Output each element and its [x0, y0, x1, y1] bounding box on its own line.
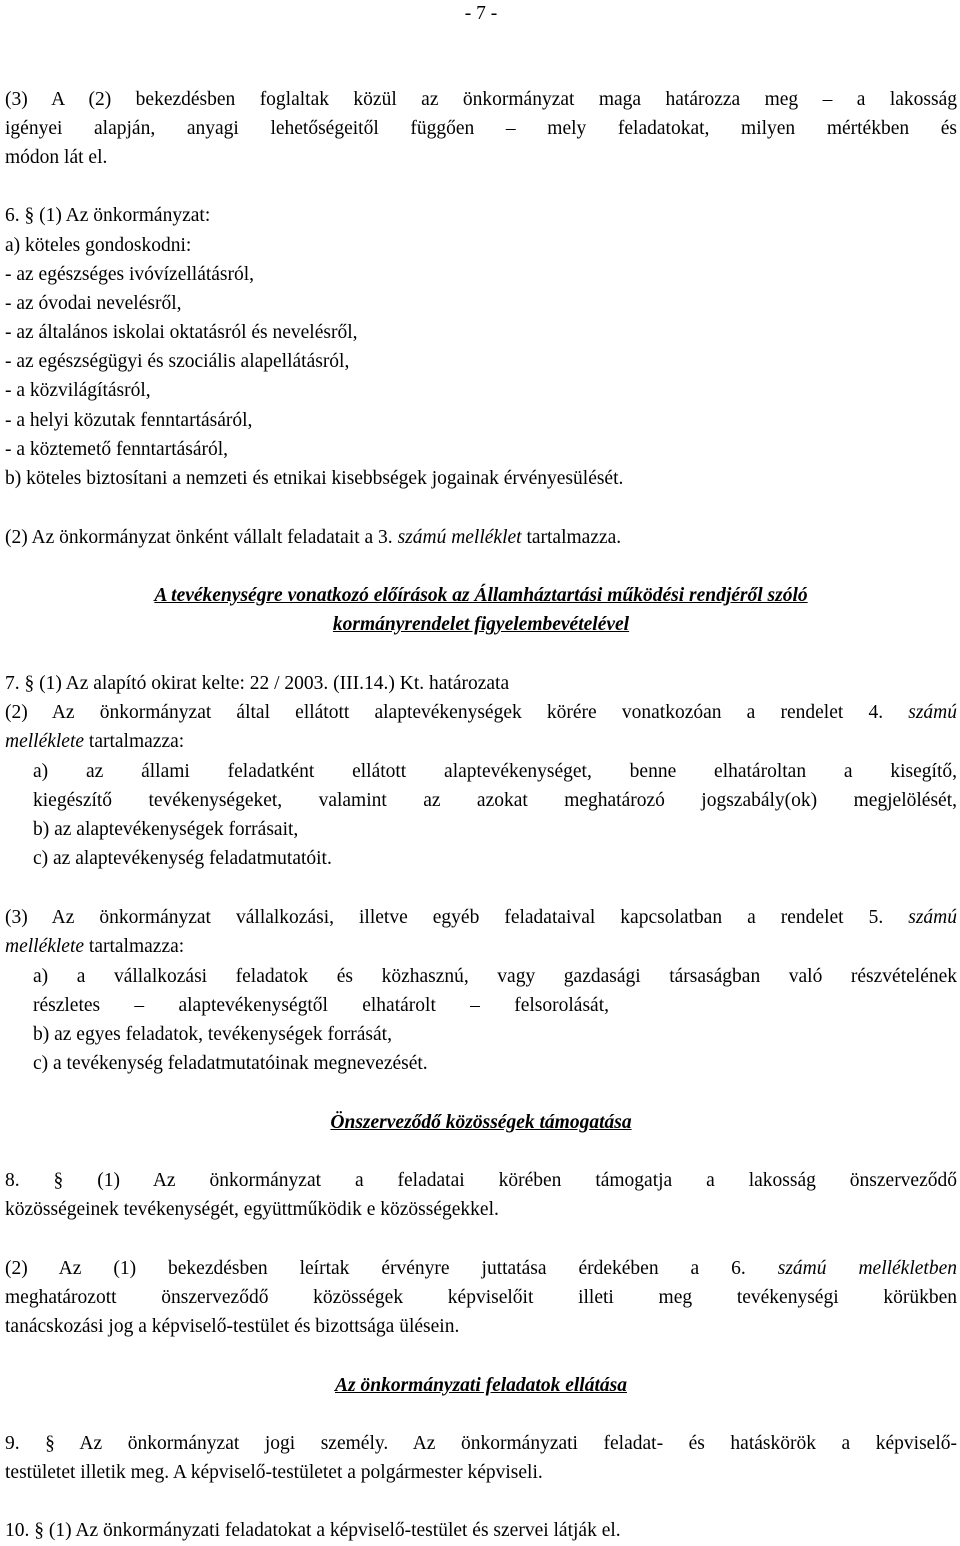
section-7-paragraph-2-line-1: (2) Az önkormányzat által ellátott alaptevékenységek körére vonatkozóan a rendelet 4. számú	[5, 702, 957, 723]
section-7-item-c: c) az alaptevékenység feladatmutatóit.	[33, 848, 332, 869]
section-9-line-2: testületet illetik meg. A képviselő-testületet a polgármester képviseli.	[5, 1462, 543, 1483]
section-6-item: - az egészséges ivóvízellátásról,	[5, 264, 255, 285]
section-8-paragraph-2-line-2: meghatározott önszerveződő közösségek képviselőit illeti meg tevékenységi körükben	[5, 1287, 957, 1308]
section-8-paragraph-2-line-1: (2) Az (1) bekezdésben leírtak érvényre juttatása érdekében a 6. számú mellékletben	[5, 1258, 957, 1279]
heading-onszervezodo: Önszerveződő közösségek támogatása	[330, 1112, 632, 1133]
paragraph-5-3-line-3: módon lát el.	[5, 147, 108, 168]
section-6-item: - a helyi közutak fenntartásáról,	[5, 410, 253, 431]
section-7-paragraph-3-line-1: (3) Az önkormányzat vállalkozási, illetve egyéb feladataival kapcsolatban a rendelet 5. számú	[5, 907, 957, 928]
section-6-item: - az óvodai nevelésről,	[5, 293, 182, 314]
section-10-line-1: 10. § (1) Az önkormányzati feladatokat a képviselő-testület és szervei látják el.	[5, 1520, 621, 1541]
section-7-paragraph-2-line-2: melléklete tartalmazza:	[5, 731, 185, 752]
section-7-item-a-line-1: a) az állami feladatként ellátott alaptevékenységet, benne elhatároltan a kisegítő,	[33, 761, 957, 782]
heading-tevekenyseg-line-2: kormányrendelet figyelembevételével	[332, 614, 630, 635]
paragraph-5-3-line-2: igényei alapján, anyagi lehetőségeitől függően – mely feladatokat, milyen mértékben és	[5, 118, 957, 139]
section-8-line-1: 8. § (1) Az önkormányzat a feladatai körében támogatja a lakosság önszerveződő	[5, 1170, 957, 1191]
heading-feladatok-ellatasa: Az önkormányzati feladatok ellátása	[335, 1375, 627, 1396]
section-7-item-b3: b) az egyes feladatok, tevékenységek forrását,	[33, 1024, 392, 1045]
paragraph-5-3-line-1: (3) A (2) bekezdésben foglaltak közül az önkormányzat maga határozza meg – a lakosság	[5, 89, 957, 110]
section-7-item-c3: c) a tevékenység feladatmutatóinak megnevezését.	[33, 1053, 428, 1074]
section-6-title: 6. § (1) Az önkormányzat:	[5, 205, 211, 226]
section-6-item: - a közvilágításról,	[5, 380, 151, 401]
section-8-paragraph-2-line-3: tanácskozási jog a képviselő-testület és bizottsága ülésein.	[5, 1316, 460, 1337]
section-9-line-1: 9. § Az önkormányzat jogi személy. Az önkormányzati feladat- és hatáskörök a képviselő-	[5, 1433, 957, 1454]
section-6-item: - az egészségügyi és szociális alapellátásról,	[5, 351, 350, 372]
section-7-paragraph-3-line-2: melléklete tartalmazza:	[5, 936, 185, 957]
section-7-item-a3-line-1: a) a vállalkozási feladatok és közhasznú, vagy gazdasági társaságban való részvételének	[33, 966, 957, 987]
section-6-paragraph-2: (2) Az önkormányzat önként vállalt feladatait a 3. számú melléklet tartalmazza.	[5, 527, 622, 548]
section-6-b: b) köteles biztosítani a nemzeti és etnikai kisebbségek jogainak érvényesülését.	[5, 468, 624, 489]
heading-tevekenyseg-line-1: A tevékenységre vonatkozó előírások az Államháztartási működési rendjéről szóló	[154, 585, 808, 606]
section-7-item-a3-line-2: részletes – alaptevékenységtől elhatárolt – felsorolását,	[33, 995, 609, 1016]
section-6-item: - az általános iskolai oktatásról és nevelésről,	[5, 322, 358, 343]
section-7-item-a-line-2: kiegészítő tevékenységeket, valamint az azokat meghatározó jogszabály(ok) megjelölését,	[33, 790, 957, 811]
section-8-line-2: közösségeinek tevékenységét, együttműködik e közösségekkel.	[5, 1199, 499, 1220]
section-6-item: - a köztemető fenntartásáról,	[5, 439, 229, 460]
section-6-a: a) köteles gondoskodni:	[5, 235, 192, 256]
section-7-title: 7. § (1) Az alapító okirat kelte: 22 / 2003. (III.14.) Kt. határozata	[5, 673, 510, 694]
page-number: - 7 -	[464, 3, 498, 24]
section-7-item-b: b) az alaptevékenységek forrásait,	[33, 819, 299, 840]
